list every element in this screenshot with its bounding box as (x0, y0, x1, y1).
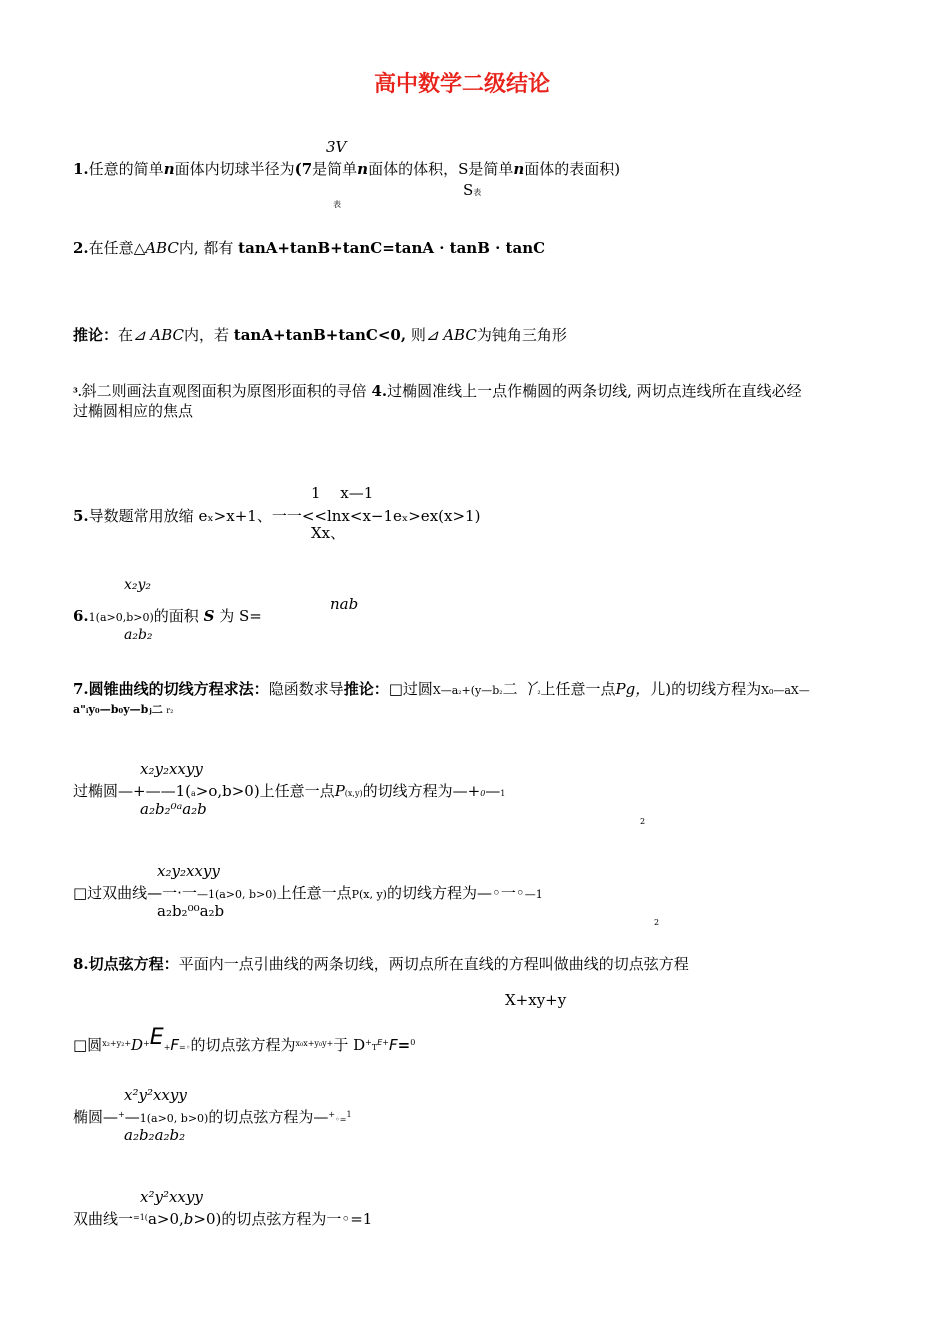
item-7-text-c5: 丫 (522, 680, 538, 698)
ellipse-tangent-sup: a (190, 789, 196, 798)
hyperbola-chord-text-d: a>0, (147, 1210, 184, 1228)
item-3-text: 斜二则画法直观图面积为原图形面积的寻倍 (81, 382, 367, 400)
ellipse-tangent-p: P (334, 782, 345, 800)
ellipse-tangent-bottom: a₂b₂⁰ᵃa₂b (140, 800, 207, 818)
hyperbola-tangent-sup: —1(a>0, b>0) (196, 888, 277, 901)
item-6-s: S (203, 607, 215, 625)
corollary-triangle-2: ⊿ ABC (425, 326, 477, 344)
item-1-text-d: 是简单 (312, 160, 358, 178)
item-5-number: 5. (73, 507, 89, 525)
item-6-number: 6. (73, 607, 89, 625)
item-5-body: 导数题常用放缩 eₓ>x+1、一一<<lnx<x−1eₓ>ex(x>1) (88, 507, 481, 525)
item-7-line-1: 7.圆锥曲线的切线方程求法：隐函数求导推论：□过圆X—a₂+(y—b₂二 丫₂上任意一点Pg，儿)的切线方程为X₀—aX— (73, 680, 810, 698)
item-7-number: 7. (73, 680, 89, 698)
item-7-pg: Pg， (615, 680, 651, 698)
ellipse-chord-text-c: 的切点弦方程为— (208, 1108, 329, 1126)
circle-chord-sub-3: T (371, 1043, 378, 1052)
circle-chord-e-2: E (377, 1038, 383, 1047)
hyperbola-tangent-text-b: 上任意一点 (276, 884, 352, 902)
hyperbola-chord-line (73, 1210, 372, 1228)
circle-chord-text-a: □圆 (73, 1036, 103, 1054)
item-7-line-2-text: a"ᵢy₀—b₀y—bⱼ二 (73, 703, 163, 716)
circle-chord-plus-3: + (382, 1038, 389, 1047)
item-1-denominator (463, 181, 481, 199)
hyperbola-tangent-two: 2 (654, 918, 660, 927)
item-6-nab: nab (330, 595, 359, 613)
ellipse-tangent-text-e: — (485, 782, 501, 800)
ellipse-tangent-two: 2 (640, 817, 646, 826)
ellipse-chord-condition: 1(a>0, b>0) (139, 1112, 209, 1125)
item-4-number: 4. (371, 382, 388, 400)
ellipse-tangent-text-b: >o,b>0)上任意一点 (195, 782, 335, 800)
item-1-text-e: 面体的体积，S是简单 (368, 160, 514, 178)
item-6-condition: 1(a>0,b>0) (88, 611, 154, 624)
circle-chord-zero: 0 (410, 1038, 416, 1047)
item-2-text-a: 在任意 (88, 239, 134, 257)
item-2-triangle: △ABC (133, 239, 179, 257)
circle-chord-f-2: F (388, 1036, 398, 1054)
ellipse-chord-bottom: a₂b₂a₂b₂ (124, 1126, 186, 1144)
item-7-line-2 (73, 703, 173, 716)
circle-chord-plus: + (143, 1039, 150, 1048)
hyperbola-chord-text-g: ◦=1 (341, 1210, 373, 1228)
item-7-text-c2: +( (461, 684, 476, 697)
hyperbola-tangent-pc: P(x, y) (351, 888, 387, 901)
item-5-top: 1 x—1 (311, 484, 374, 502)
item-3-4-line-1 (73, 382, 802, 400)
item-1-denominator-s: S (463, 181, 474, 199)
circle-chord-top: X+xy+y (505, 991, 567, 1009)
item-8-line (73, 955, 689, 973)
item-7-text-c3: y—b (475, 684, 500, 697)
ellipse-tangent-text-c: 的切线方程为—+ (362, 782, 481, 800)
item-7-text-e2: X— (790, 684, 810, 697)
hyperbola-chord-text-f: >0)的切点弦方程为一 (193, 1210, 342, 1228)
hyperbola-chord-text-e: b (183, 1210, 194, 1228)
ellipse-tangent-line (73, 782, 505, 800)
item-1-line (73, 160, 620, 178)
ellipse-tangent-pc: (x,y) (344, 789, 363, 798)
circle-chord-eq: =◦ (179, 1043, 191, 1052)
circle-chord-sup-1: x₂+y₂+ (102, 1039, 132, 1048)
item-1-denominator-sub: 表 (473, 188, 482, 197)
item-1-numerator: 3V (326, 138, 347, 156)
circle-chord-text-c: 于 D (333, 1036, 366, 1054)
item-6-bottom: a₂b₂ (124, 627, 153, 643)
item-7-text-c1: X—a (432, 684, 459, 697)
item-4-text: 过椭圆准线上一点作椭圆的两条切线, 两切点连线所在直线必经 (387, 382, 802, 400)
hyperbola-tangent-bottom: a₂b₂⁰⁰a₂b (157, 902, 225, 920)
item-6-line (73, 607, 262, 625)
item-5-bottom: Xx、 (311, 524, 346, 542)
ellipse-chord-top: x²y²xxyy (124, 1086, 187, 1104)
ellipse-chord-text-b: — (124, 1108, 140, 1126)
hyperbola-chord-text-a: 双曲线一 (73, 1210, 134, 1228)
corollary-triangle: ⊿ ABC (133, 326, 184, 344)
item-7-r2: r₂ (166, 706, 174, 715)
corollary-line (73, 326, 567, 344)
circle-chord-f: F (170, 1036, 180, 1054)
ellipse-chord-line (73, 1108, 352, 1126)
item-3-number: ³. (73, 386, 82, 399)
circle-chord-sup-3: + (365, 1038, 372, 1047)
item-7-text-b: 推论： (343, 680, 389, 698)
item-7-text-d: 上任意一点 (540, 680, 616, 698)
item-7-text-c4: 二 (502, 680, 523, 698)
item-1-n3: n (513, 160, 525, 178)
item-2-number: 2. (73, 239, 89, 257)
hyperbola-tangent-line (73, 884, 543, 902)
item-7-text-c: □过圆 (388, 680, 433, 698)
item-2-text-b: 内, 都有 (178, 239, 234, 257)
document-title: 高中数学二级结论 (374, 72, 551, 97)
item-8-label: 切点弦方程： (88, 955, 179, 973)
circle-chord-line (73, 1025, 416, 1054)
hyperbola-chord-text-c: 1( (139, 1213, 148, 1222)
item-1-subscript: 表 (333, 200, 341, 209)
hyperbola-chord-text-b: = (133, 1213, 140, 1222)
ellipse-tangent-text-f: 1 (500, 789, 506, 798)
item-6-text-c: 的面积 (153, 607, 199, 625)
hyperbola-chord-top: x²y²xxyy (140, 1188, 203, 1206)
ellipse-chord-sup: + (118, 1110, 125, 1119)
item-8-text: 平面内一点引曲线的两条切线，两切点所在直线的方程叫做曲线的切点弦方程 (178, 955, 689, 973)
item-7-label: 圆锥曲线的切线方程求法： (88, 680, 269, 698)
item-1-text-c: (7 (294, 160, 313, 178)
ellipse-chord-text-f: 1 (346, 1110, 352, 1119)
circle-chord-d: D (131, 1036, 144, 1054)
circle-chord-text-b: 的切点弦方程为 (190, 1036, 296, 1054)
item-1-text-a: 任意的简单 (88, 160, 164, 178)
item-7-text-e1: X₀—a (761, 684, 791, 697)
item-2-formula: tanA+tanB+tanC=tanA · tanB · tanC (238, 239, 546, 257)
item-7-text-a: 隐函数求导 (268, 680, 344, 698)
hyperbola-tangent-text-c: 的切线方程为—◦一◦ (386, 884, 525, 902)
item-8-number: 8. (73, 955, 89, 973)
circle-chord-e: E (149, 1025, 164, 1050)
item-1-text-f: 面体的表面积) (524, 160, 621, 178)
item-6-top: x₂y₂ (124, 577, 152, 593)
item-7-text-e: 儿)的切线方程为 (650, 680, 762, 698)
corollary-text-c: 则 (410, 326, 426, 344)
circle-chord-plus-2: + (163, 1043, 171, 1052)
corollary-text-a: 在 (118, 326, 134, 344)
item-1-text-b: 面体内切球半径为 (174, 160, 295, 178)
item-1-n1: n (163, 160, 175, 178)
corollary-text-d: 为钝角三角形 (476, 326, 567, 344)
ellipse-chord-text-d: + (328, 1110, 336, 1119)
item-5-line (73, 507, 480, 525)
ellipse-tangent-text-d: 0 (480, 789, 486, 798)
item-1-n2: n (357, 160, 369, 178)
circle-chord-text-d: = (397, 1036, 411, 1054)
ellipse-tangent-text-a: 过椭圆—+——1( (73, 782, 191, 800)
ellipse-chord-text-e: ◦= (335, 1115, 347, 1124)
corollary-text-b: 内，若 (183, 326, 229, 344)
hyperbola-tangent-top: x₂y₂xxyy (157, 862, 220, 880)
item-6-text-d: 为 S= (219, 607, 262, 625)
ellipse-chord-text-a: 椭圆— (73, 1108, 119, 1126)
item-4-line-2: 过椭圆相应的焦点 (73, 402, 194, 420)
item-1-number: 1. (73, 160, 89, 178)
hyperbola-tangent-text-d: —1 (524, 888, 543, 901)
hyperbola-tangent-text-a: □过双曲线—一·一 (73, 884, 197, 902)
circle-chord-sup-2: x₀x+y₀y+ (295, 1039, 334, 1048)
ellipse-tangent-top: x₂y₂xxyy (140, 760, 203, 778)
item-2-line (73, 239, 545, 257)
corollary-formula: tanA+tanB+tanC<0, (233, 326, 407, 344)
corollary-label: 推论： (73, 326, 119, 344)
